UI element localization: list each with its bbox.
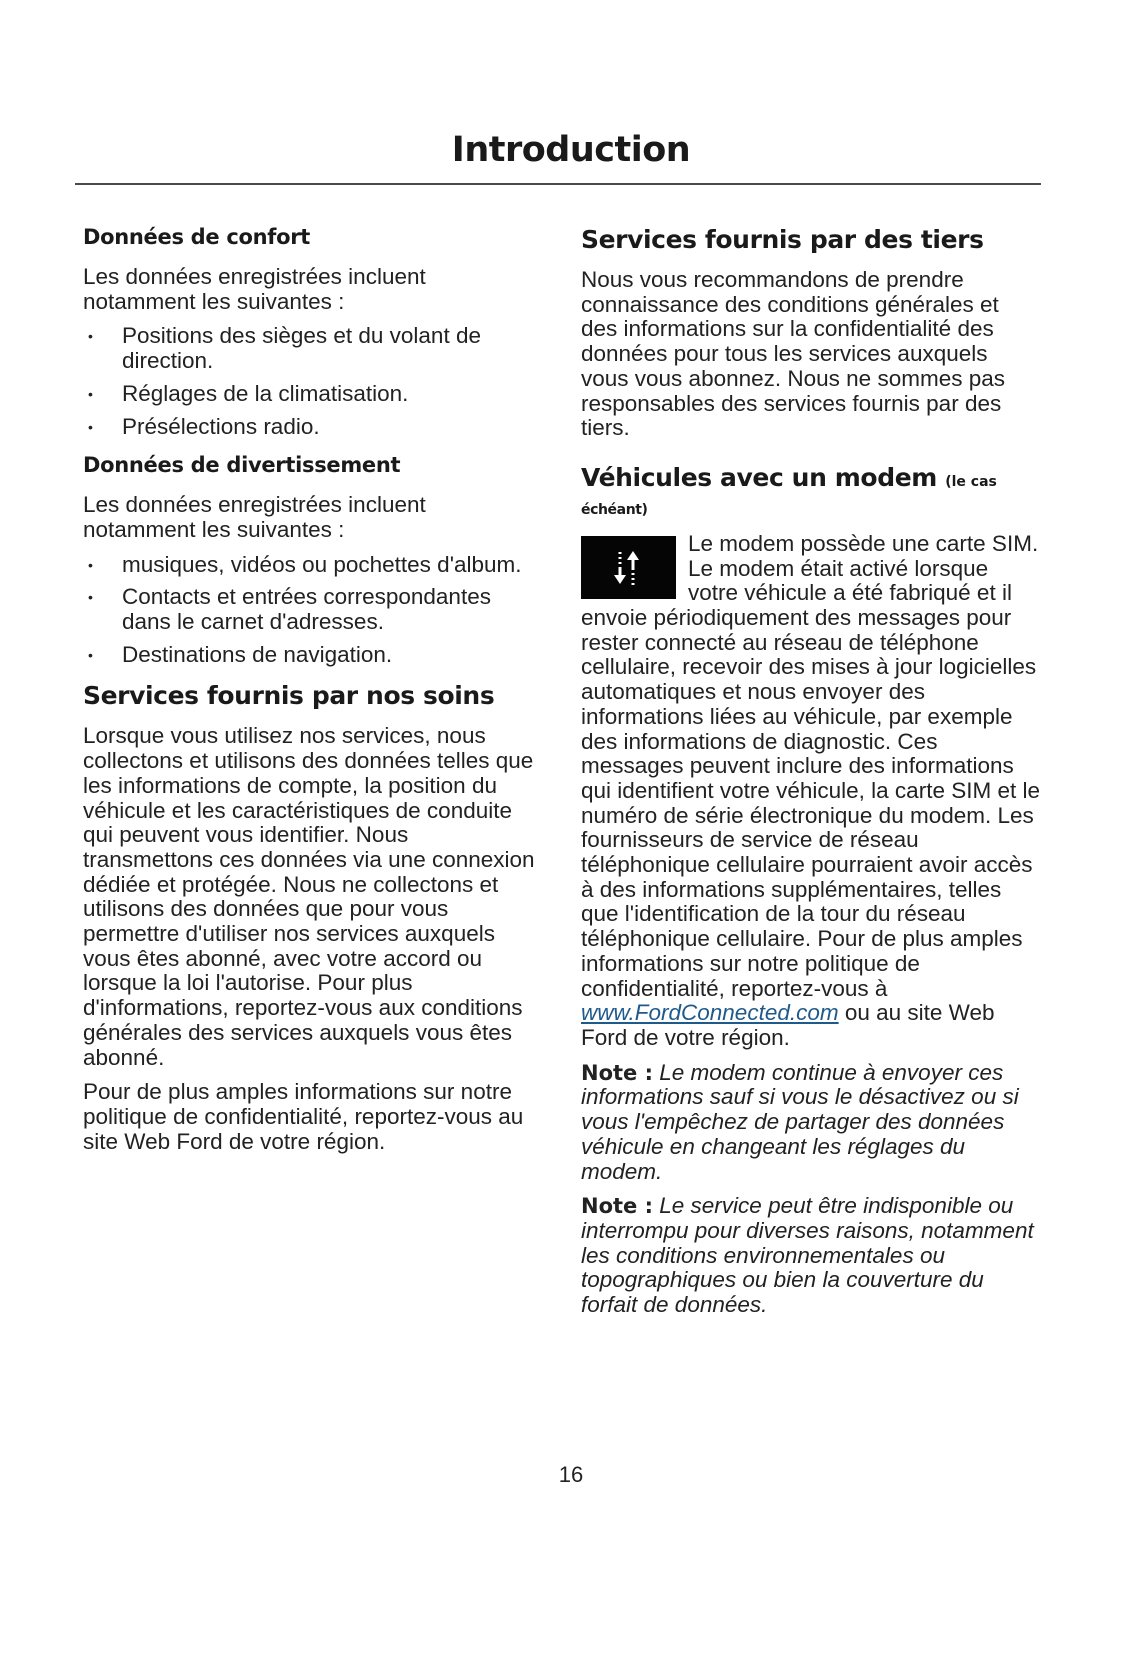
privacy-paragraph: Pour de plus amples informations sur notre politique de confidentialité, reportez-vous au site Web Ford de votre région. (83, 1079, 524, 1154)
third-party-paragraph: Nous vous recommandons de prendre connaissance des conditions générales et des informations sur la confidentialité des données pour tous les services auxquels vous vous abonnez. Nous ne sommes pas responsables des services fournis par des tiers. (581, 267, 1005, 441)
entertainment-intro: Les données enregistrées incluent notamment les suivantes : (83, 492, 426, 542)
list-item: • Présélections radio. (88, 413, 320, 439)
comfort-data-section (83, 225, 538, 439)
note-service-unavailable: Note : Le service peut être indisponible ou interrompu pour diverses raisons, notamment les conditions environnementales ou topographiques ou bien la couverture du forfait de données. (581, 1193, 1034, 1318)
modem-heading-suffix: (le cas (945, 473, 997, 490)
bullet-icon: • (88, 556, 93, 573)
list-item: • Destinations de navigation. (88, 641, 393, 667)
entertainment-heading: Données de divertissement (83, 453, 401, 478)
modem-heading: Véhicules avec un modem (le cas échéant) (581, 463, 1041, 518)
page-title: Introduction (451, 130, 691, 170)
list-item: • Réglages de la climatisation. (88, 380, 409, 406)
entertainment-list (83, 553, 538, 668)
bullet-icon: • (88, 328, 93, 345)
third-party-section (581, 225, 1041, 441)
our-services-section (83, 681, 538, 1154)
fordconnected-link[interactable]: www.FordConnected.com (581, 1000, 839, 1026)
left-column (83, 225, 538, 1164)
bullet-icon: • (88, 385, 93, 402)
list-item: • Positions des sièges et du volant de direction. (88, 323, 481, 374)
entertainment-data-section (83, 453, 538, 667)
our-services-paragraph: Lorsque vous utilisez nos services, nous collectons et utilisons des données telles que les informations de compte, la position du véhicule et les caractéristiques de conduite qui peuvent vous identifier. Nous transmettons ces données via une connexion dédiée et protégée. Nous ne collectons et utilisons des données que pour vous permettre d'utiliser nos services auxquels vous êtes abonné, avec votre accord ou lorsque la loi l'autorise. Pour plus d'informations, reportez-vous aux conditions générales des services auxquels vous êtes abonné. (83, 723, 535, 1070)
bullet-icon: • (88, 418, 93, 435)
modem-description (581, 532, 1041, 1061)
bullet-icon: • (88, 589, 93, 606)
note-label: Note : (581, 1194, 653, 1219)
modem-heading-suffix-line: échéant) (581, 501, 648, 518)
list-item: • musiques, vidéos ou pochettes d'album. (88, 551, 522, 577)
title-divider (75, 183, 1041, 185)
list-item: • Contacts et entrées correspondantes dans le carnet d'adresses. (88, 584, 491, 635)
our-services-heading: Services fournis par nos soins (83, 681, 495, 711)
comfort-list (83, 324, 538, 439)
page-number: 16 (558, 1462, 584, 1487)
right-column (581, 225, 1041, 1328)
third-party-heading: Services fournis par des tiers (581, 225, 984, 254)
modem-section (581, 463, 1041, 1318)
modem-paragraph: Le modem possède une carte SIM. Le modem était activé lorsque votre véhicule a été fabriqué et il envoie périodiquement des messages pour rester connecté au réseau de téléphone cellulaire, recevoir des mises à jour logicielles automatiques et nous envoyer des informations liées au véhicule, par exemple des informations de diagnostic. Ces messages peuvent inclure des informations qui identifient votre véhicule, la carte SIM et le numéro de série électronique du modem. Les fournisseurs de service de réseau téléphonique cellulaire pourraient avoir accès à des informations supplémentaires, telles que l'identification de la tour du réseau téléphonique cellulaire. Pour de plus amples informations sur notre politique de confidentialité, reportez-vous à www.FordConnected.com ou au site Web Ford de votre région. (581, 531, 1040, 1050)
note-label: Note : (581, 1060, 653, 1085)
bullet-icon: • (88, 646, 93, 663)
comfort-heading: Données de confort (83, 225, 311, 249)
comfort-intro: Les données enregistrées incluent notamment les suivantes : (83, 264, 426, 314)
modem-data-transfer-icon (581, 536, 676, 599)
note-modem-continues: Note : Le modem continue à envoyer ces informations sauf si vous le désactivez ou si vous l'empêchez de partager des données véhicule en changeant les réglages du modem. (581, 1059, 1019, 1184)
